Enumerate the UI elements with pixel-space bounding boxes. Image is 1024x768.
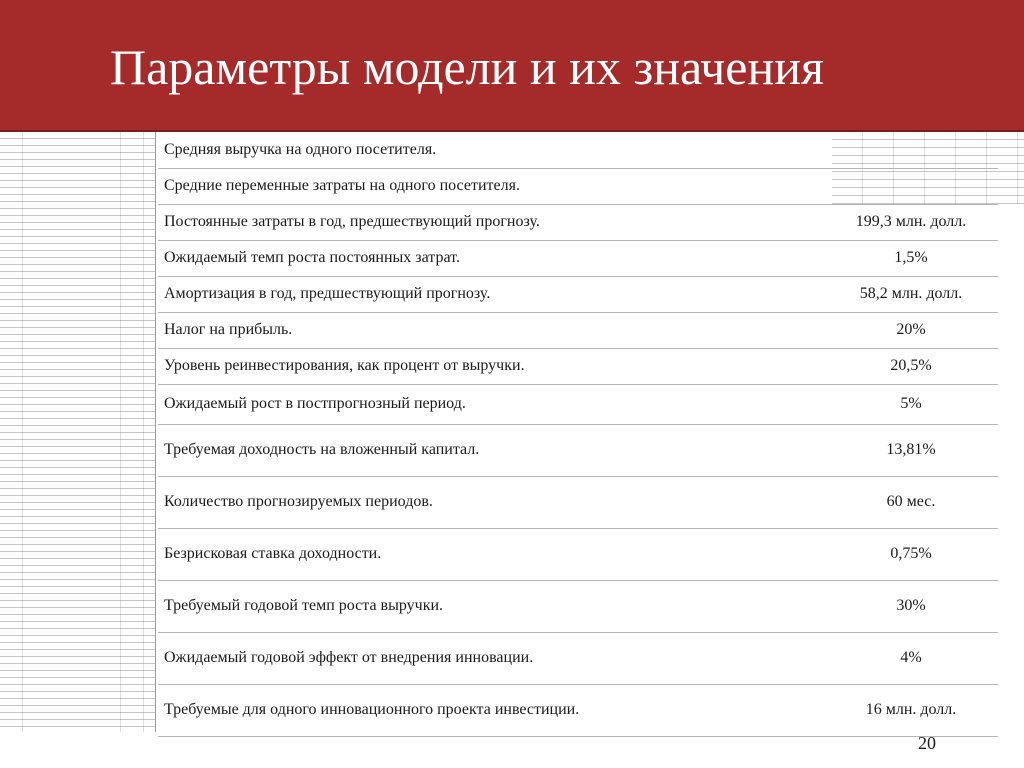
table-row [158,476,998,528]
table-row [158,276,998,312]
parameter-label: Количество прогнозируемых периодов. [164,493,433,510]
parameters-table [158,132,998,737]
parameter-value: 0,75% [890,545,932,562]
table-row [158,384,998,424]
parameter-label: Требуемая доходность на вложенный капитал. [164,441,480,458]
parameter-label: Налог на прибыль. [164,321,293,338]
parameter-value: 58,2 млн. долл. [859,285,963,302]
parameter-label: Безрисковая ставка доходности. [164,545,382,562]
table-row [158,348,998,384]
parameter-label: Требуемые для одного инновационного проекта инвестиции. [164,701,580,718]
parameter-label: Средняя выручка на одного посетителя. [164,140,437,158]
parameter-label: Средние переменные затраты на одного посетителя. [164,177,520,194]
parameter-value [824,132,998,168]
table-row [158,168,998,204]
table-row [158,132,998,168]
parameter-value: 4% [900,649,922,666]
parameter-label: Требуемый годовой темп роста выручки. [164,597,444,614]
table-row [158,580,998,632]
page-number: 20 [918,733,936,753]
parameter-value: 30% [896,597,926,614]
table-row [158,312,998,348]
parameter-value: 20,5% [890,357,932,374]
parameter-label: Ожидаемый годовой эффект от внедрения инновации. [164,649,534,666]
background-scan-left [0,132,156,732]
slide-title: Параметры модели и их значения [110,39,824,95]
parameter-value: 1,5% [894,249,928,266]
table-row [158,684,998,736]
table-row [158,240,998,276]
table-row [158,424,998,476]
parameter-label: Ожидаемый рост в постпрогнозный период. [164,395,466,412]
title-bar [0,0,1024,132]
table-row [158,632,998,684]
parameter-label: Ожидаемый темп роста постоянных затрат. [164,249,460,266]
parameter-value [824,168,998,204]
parameter-value: 16 млн. долл. [865,701,957,718]
parameter-value: 13,81% [886,441,936,458]
parameter-value: 199,3 млн. долл. [855,213,967,230]
parameter-value: 5% [900,395,922,412]
parameter-label: Амортизация в год, предшествующий прогнозу. [164,285,491,302]
table-row [158,204,998,240]
table-row [158,528,998,580]
parameter-value: 20% [896,321,926,338]
parameter-label: Постоянные затраты в год, предшествующий прогнозу. [164,213,540,230]
parameter-label: Уровень реинвестирования, как процент от выручки. [164,357,525,374]
parameter-value: 60 мес. [886,493,936,510]
